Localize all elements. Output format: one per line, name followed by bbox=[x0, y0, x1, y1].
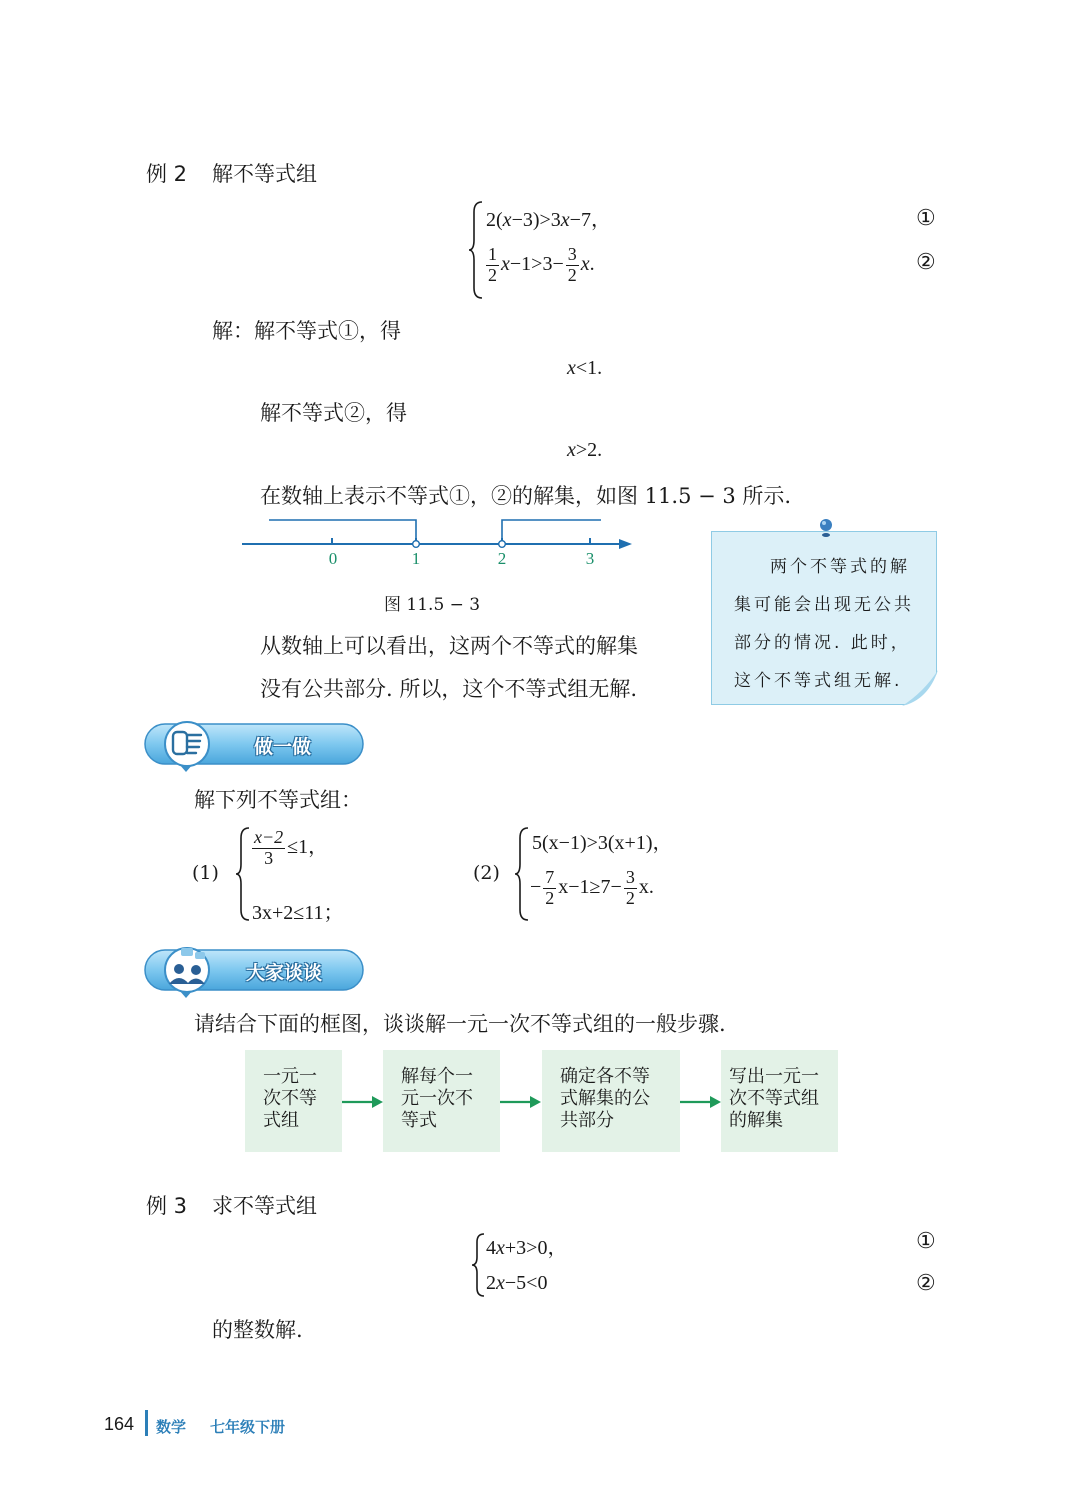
conclusion-line-1: 从数轴上可以看出，这两个不等式的解集 bbox=[260, 634, 638, 658]
example3-label: 例 3 bbox=[146, 1194, 188, 1218]
try-it-prompt: 解下列不等式组： bbox=[194, 788, 362, 812]
number-line bbox=[236, 512, 640, 576]
example3-marker-1: ① bbox=[916, 1229, 936, 1254]
flow-box-1: 一元一 次不等 式组 bbox=[245, 1050, 342, 1152]
sticky-note bbox=[711, 531, 937, 705]
page-number: 164 bbox=[104, 1414, 135, 1434]
example2-inequality-1: 2(x−3)>3x−7， bbox=[486, 209, 611, 231]
flow-arrow-2-icon bbox=[500, 1092, 542, 1112]
example3-inequality-2: 2x−5<0 bbox=[486, 1272, 548, 1294]
problem-1-label: (1) bbox=[192, 862, 219, 884]
tick-label-0: 0 bbox=[328, 549, 338, 568]
tick-label-1: 1 bbox=[411, 549, 421, 568]
figure-caption: 图 11.5 − 3 bbox=[384, 595, 481, 615]
page-curl-icon bbox=[902, 670, 938, 706]
footer-grade: 七年级下册 bbox=[210, 1418, 286, 1436]
discuss-title: 大家谈谈 bbox=[246, 962, 323, 984]
footer-subject: 数学 bbox=[156, 1418, 187, 1436]
note-line-1: 两个不等式的解 bbox=[770, 557, 910, 577]
problem-2-line-1: 5(x−1)>3(x+1)， bbox=[532, 832, 673, 854]
example3-suffix: 的整数解. bbox=[212, 1318, 303, 1342]
open-point-2 bbox=[499, 541, 506, 548]
problem-1-line-1: $\frac{x-2}{3}$ ≤1， bbox=[254, 827, 329, 868]
try-it-title: 做一做 bbox=[254, 736, 312, 758]
equation-marker-1: ① bbox=[916, 206, 936, 231]
flow-box-4: 写出一元一 次不等式组 的解集 bbox=[721, 1050, 838, 1152]
note-line-2: 集可能会出现无公共 bbox=[734, 595, 914, 615]
example3-inequality-1: 4x+3>0， bbox=[486, 1237, 568, 1259]
problem-2-line-2: − $\frac{7}{2}$ x−1≥7− $\frac{3}{2}$ x. bbox=[530, 867, 654, 908]
axis-description: 在数轴上表示不等式①，②的解集，如图 11.5 − 3 所示. bbox=[260, 484, 792, 508]
tick-label-2: 2 bbox=[497, 549, 507, 568]
flow-arrow-1-icon bbox=[342, 1092, 384, 1112]
solution-result-1: x<1. bbox=[567, 357, 603, 379]
axis-arrow-icon bbox=[619, 539, 632, 549]
example3-title: 求不等式组 bbox=[212, 1194, 317, 1218]
flow-box-2: 解每个一 元一次不 等式 bbox=[383, 1050, 500, 1152]
example2-label: 例 2 bbox=[146, 162, 188, 186]
flow-arrow-3-icon bbox=[680, 1092, 722, 1112]
open-point-1 bbox=[413, 541, 420, 548]
equation-marker-2: ② bbox=[916, 250, 936, 275]
example2-inequality-2: $\frac{1}{2}$ x−1>3− $\frac{3}{2}$ x. bbox=[488, 244, 595, 285]
pushpin-icon bbox=[815, 517, 837, 541]
tick-label-3: 3 bbox=[585, 549, 595, 568]
conclusion-line-2: 没有公共部分. 所以，这个不等式组无解. bbox=[260, 677, 638, 701]
example3-marker-2: ② bbox=[916, 1271, 936, 1296]
solution-step-2: 解不等式②，得 bbox=[260, 401, 407, 425]
set-x-greater-2 bbox=[502, 520, 601, 544]
problem-1-line-2: 3x+2≤11； bbox=[252, 902, 344, 924]
discuss-prompt: 请结合下面的框图，谈谈解一元一次不等式组的一般步骤. bbox=[194, 1012, 726, 1036]
example2-title: 解不等式组 bbox=[212, 162, 317, 186]
footer-divider bbox=[145, 1410, 148, 1436]
set-x-less-1 bbox=[269, 520, 416, 544]
problem-2-label: (2) bbox=[473, 862, 500, 884]
note-line-4: 这个不等式组无解. bbox=[734, 671, 903, 691]
note-line-3: 部分的情况. 此时， bbox=[734, 633, 911, 653]
flow-box-3: 确定各不等 式解集的公 共部分 bbox=[542, 1050, 680, 1152]
solution-intro: 解：解不等式①，得 bbox=[212, 319, 401, 343]
solution-result-2: x>2. bbox=[567, 439, 603, 461]
